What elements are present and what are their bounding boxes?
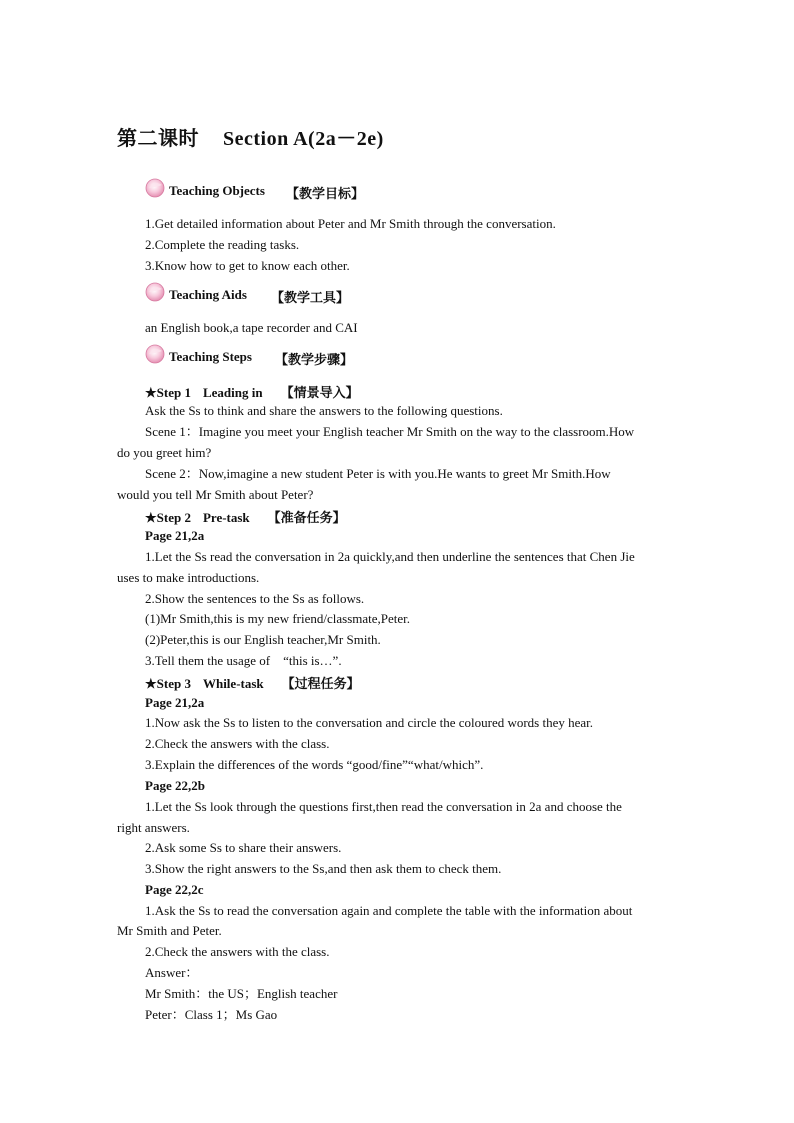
answer-mr-smith: Mr Smith：the US；English teacher bbox=[145, 986, 338, 1001]
step-label: ★Step 3 bbox=[145, 676, 191, 691]
step-label: ★Step 2 bbox=[145, 510, 191, 525]
step-label: ★Step 1 bbox=[145, 385, 191, 400]
step-name: Leading in bbox=[202, 385, 263, 400]
objective-2: 2.Complete the reading tasks. bbox=[145, 237, 300, 252]
step-chinese: 【过程任务】 bbox=[281, 676, 360, 691]
step-3-p2-line-2: 2.Ask some Ss to share their answers. bbox=[145, 840, 342, 855]
flower-bullet-icon bbox=[145, 280, 169, 304]
objective-3: 3.Know how to get to know each other. bbox=[145, 258, 350, 273]
title-section: Section A(2a－2e) bbox=[223, 128, 384, 150]
step-2-line-2: 2.Show the sentences to the Ss as follows. bbox=[145, 591, 365, 606]
step-2-line-5: 3.Tell them the usage of “this is…”. bbox=[145, 653, 342, 668]
heading-chinese: 【教学工具】 bbox=[271, 290, 350, 305]
step-3-p2-line-1a: 1.Let the Ss look through the questions first,then read the conversation in 2a and choose the bbox=[145, 799, 622, 814]
step-3-p2-line-1b: right answers. bbox=[117, 820, 190, 835]
step-3-page-ref-1: Page 21,2a bbox=[145, 695, 205, 710]
step-chinese: 【准备任务】 bbox=[267, 510, 346, 525]
aids-text: an English book,a tape recorder and CAI bbox=[145, 320, 358, 335]
scene-2-line-2: would you tell Mr Smith about Peter? bbox=[117, 487, 314, 502]
step-chinese: 【情景导入】 bbox=[280, 385, 359, 400]
step-3-page-ref-3: Page 22,2c bbox=[145, 882, 204, 897]
step-2-line-1a: 1.Let the Ss read the conversation in 2a quickly,and then underline the sentences that Chen Jie bbox=[145, 549, 635, 564]
heading-text: Teaching Steps bbox=[169, 349, 252, 364]
step-2-page-ref: Page 21,2a bbox=[145, 528, 205, 543]
step-3-p1-line-3: 3.Explain the differences of the words “good/fine”“what/which”. bbox=[145, 757, 484, 772]
step-3-heading bbox=[145, 673, 360, 692]
step-1-heading bbox=[145, 382, 359, 401]
step-3-page-ref-2: Page 22,2b bbox=[145, 778, 205, 793]
heading-chinese: 【教学目标】 bbox=[286, 186, 365, 201]
answer-label: Answer： bbox=[145, 965, 199, 980]
objective-1: 1.Get detailed information about Peter and Mr Smith through the conversation. bbox=[145, 216, 556, 231]
step-2-line-3: (1)Mr Smith,this is my new friend/classmate,Peter. bbox=[145, 611, 411, 626]
step-name: Pre-task bbox=[202, 510, 250, 525]
step-1-intro: Ask the Ss to think and share the answers to the following questions. bbox=[145, 403, 503, 418]
answer-peter: Peter：Class 1；Ms Gao bbox=[145, 1007, 278, 1022]
step-3-p3-line-2: 2.Check the answers with the class. bbox=[145, 944, 330, 959]
step-3-p1-line-1: 1.Now ask the Ss to listen to the conversation and circle the coloured words they hear. bbox=[145, 715, 594, 730]
step-name: While-task bbox=[202, 676, 264, 691]
flower-bullet-icon bbox=[145, 342, 169, 366]
scene-1-line-2: do you greet him? bbox=[117, 445, 212, 460]
scene-1-line-1: Scene 1：Imagine you meet your English teacher Mr Smith on the way to the classroom.How bbox=[145, 424, 635, 439]
step-3-p3-line-1a: 1.Ask the Ss to read the conversation again and complete the table with the information about bbox=[145, 903, 633, 918]
page-title bbox=[117, 122, 384, 151]
heading-chinese: 【教学步骤】 bbox=[275, 352, 354, 367]
step-2-line-1b: uses to make introductions. bbox=[117, 570, 260, 585]
heading-text: Teaching Aids bbox=[169, 287, 247, 302]
step-3-p3-line-1b: Mr Smith and Peter. bbox=[117, 923, 222, 938]
title-chinese: 第二课时 bbox=[117, 128, 199, 150]
step-2-heading bbox=[145, 507, 346, 526]
flower-bullet-icon bbox=[145, 176, 169, 200]
heading-text: Teaching Objects bbox=[169, 183, 265, 198]
step-3-p2-line-3: 3.Show the right answers to the Ss,and then ask them to check them. bbox=[145, 861, 502, 876]
step-3-p1-line-2: 2.Check the answers with the class. bbox=[145, 736, 330, 751]
scene-2-line-1: Scene 2：Now,imagine a new student Peter is with you.He wants to greet Mr Smith.How bbox=[145, 466, 611, 481]
step-2-line-4: (2)Peter,this is our English teacher,Mr Smith. bbox=[145, 632, 381, 647]
